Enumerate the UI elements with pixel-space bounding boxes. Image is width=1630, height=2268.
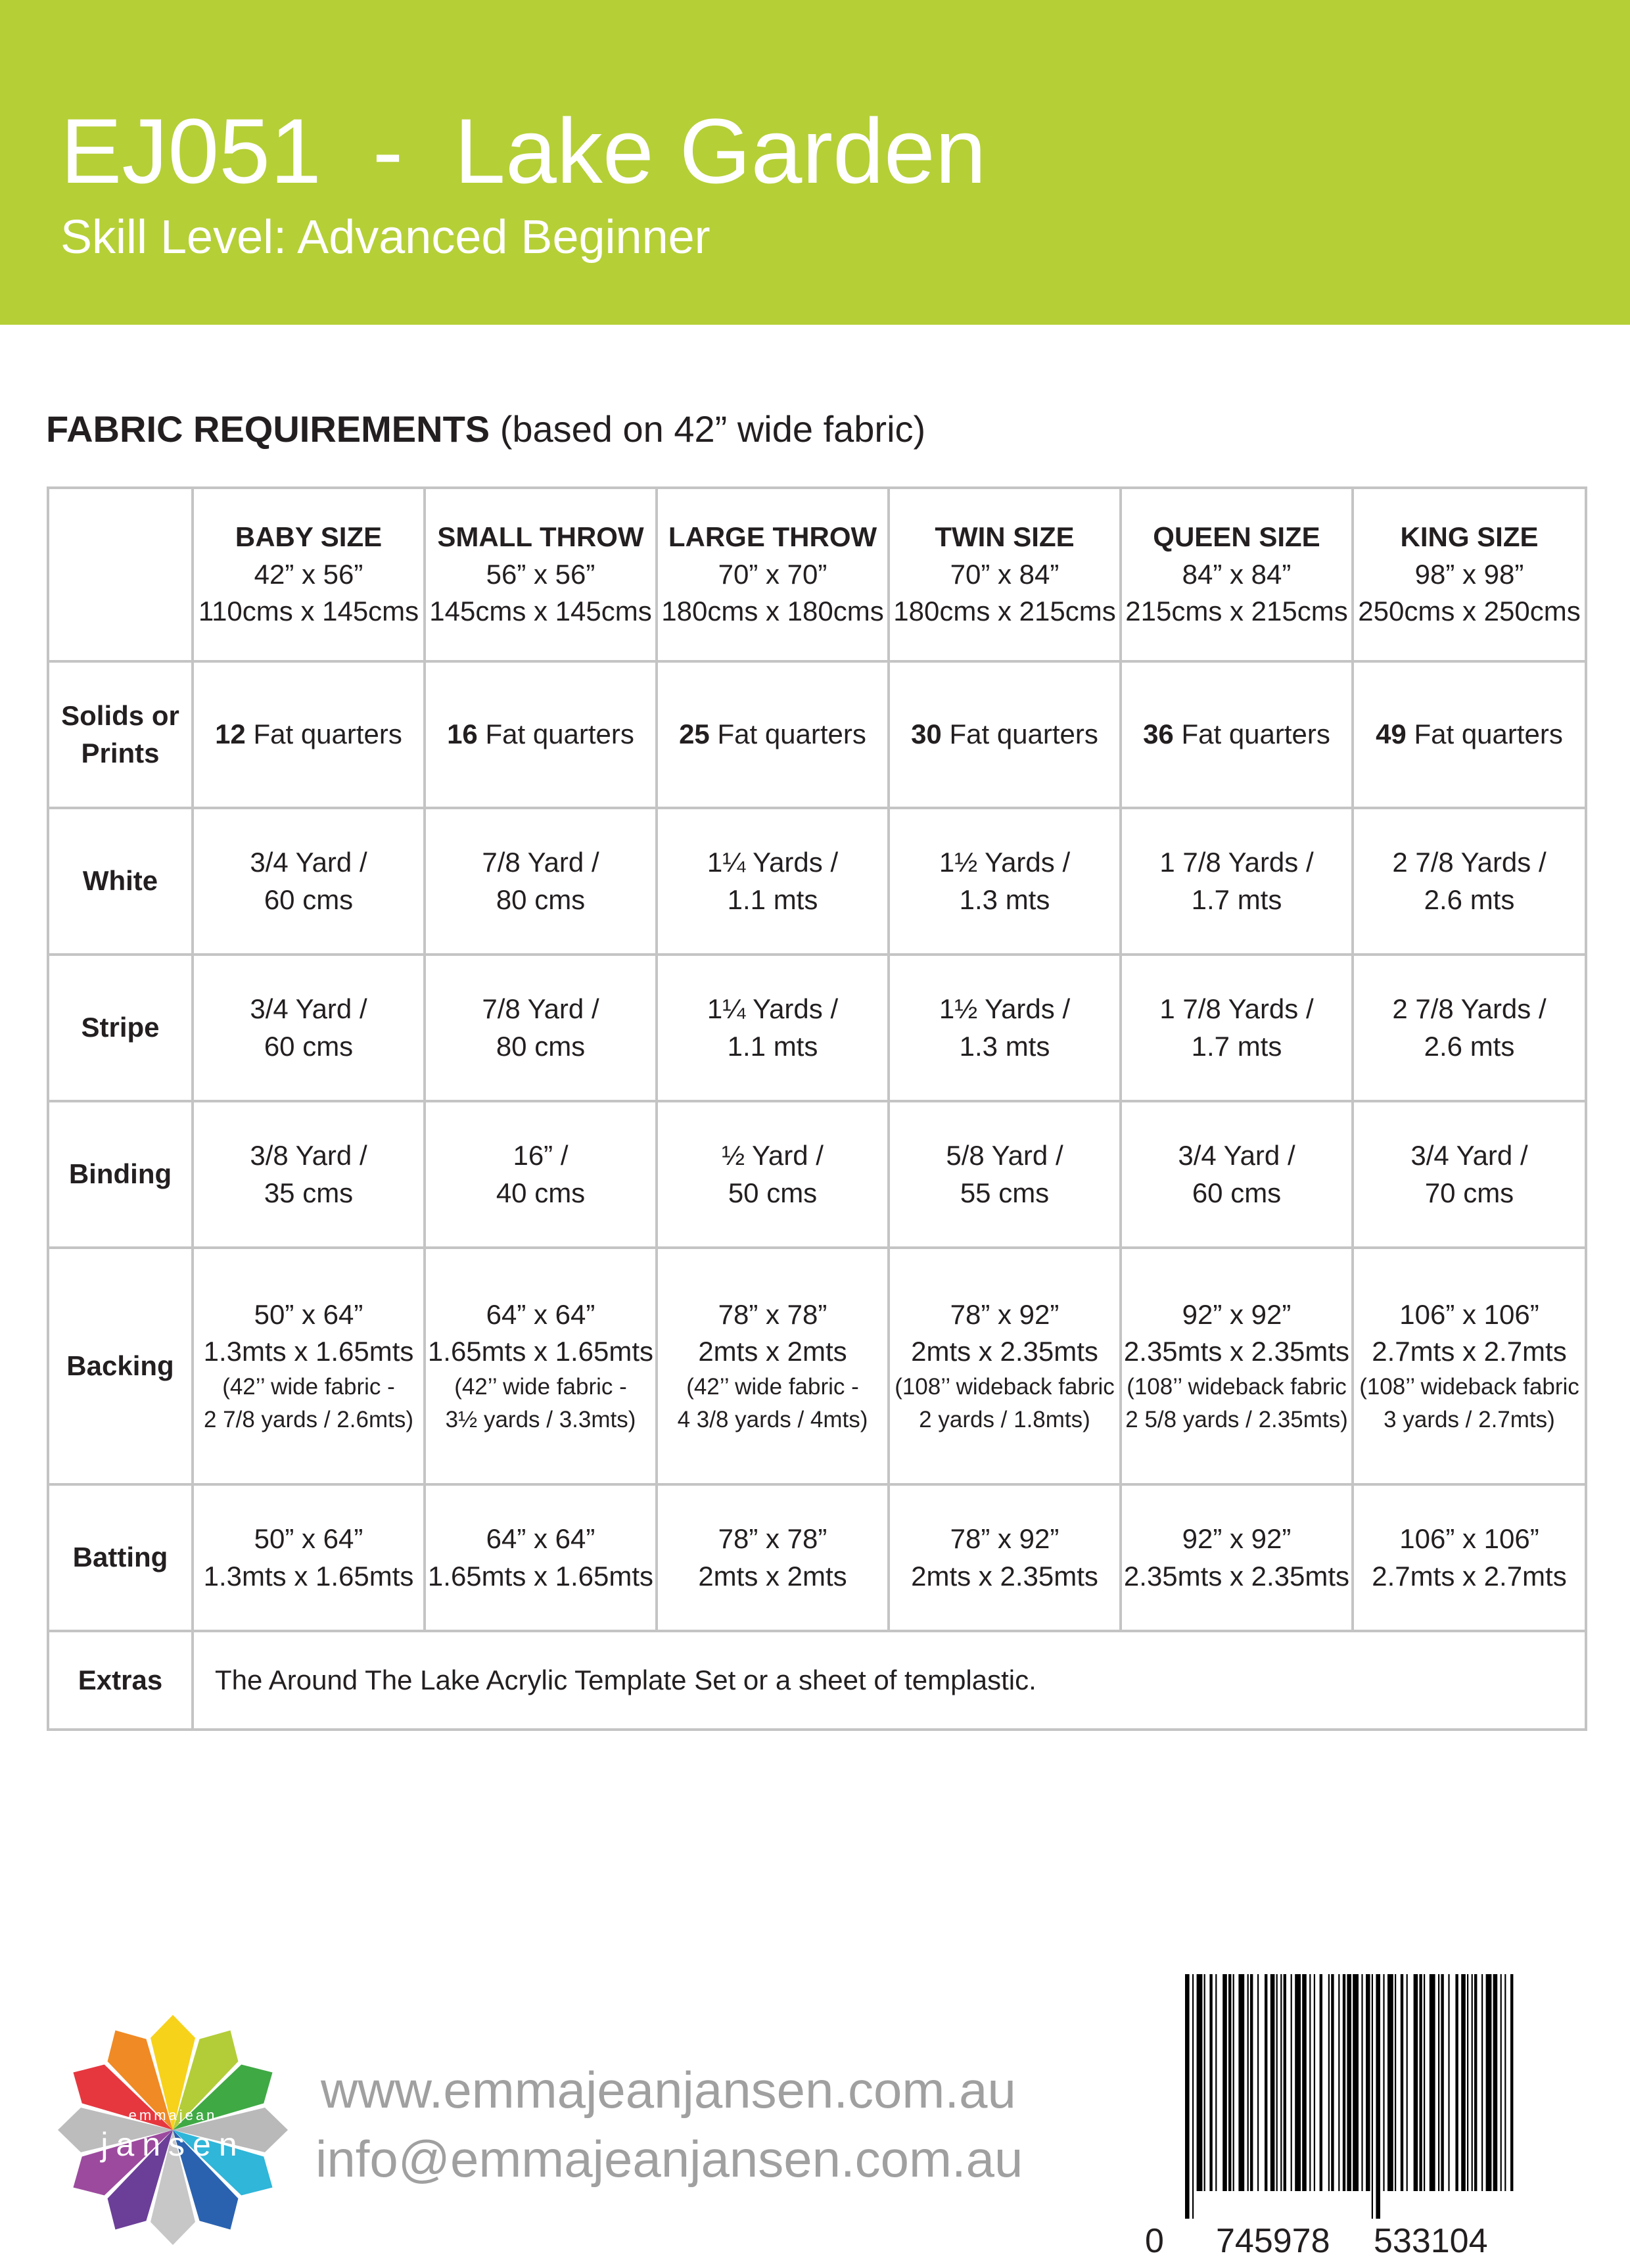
size-header-cell: KING SIZE 98” x 98” 250cms x 250cms: [1353, 488, 1586, 661]
barcode-bar: [1438, 1974, 1439, 2191]
website-link[interactable]: www.emmajeanjansen.com.au: [321, 2061, 1016, 2119]
section-heading-note: (based on 42” wide fabric): [500, 408, 926, 450]
barcode-bar: [1343, 1974, 1345, 2191]
barcode-bar: [1383, 1974, 1384, 2191]
logo-wordmark: [58, 2015, 288, 2245]
table-cell: 1 7/8 Yards / 1.7 mts: [1121, 955, 1353, 1101]
barcode-bar: [1353, 1974, 1359, 2191]
corner-cell: [48, 488, 193, 661]
barcode-bar: [1501, 1974, 1502, 2191]
table-cell: 2 7/8 Yards / 2.6 mts: [1353, 808, 1586, 955]
table-cell: 16” / 40 cms: [425, 1101, 657, 1248]
barcode-bar: [1407, 1974, 1408, 2191]
barcode-bar: [1270, 1974, 1275, 2191]
barcode-bar: [1441, 1974, 1443, 2191]
table-cell: 64” x 64” 1.65mts x 1.65mts (42’’ wide fabric - 3½ yards / 3.3mts): [425, 1248, 657, 1484]
barcode-bar: [1250, 1974, 1253, 2191]
barcode-bar: [1185, 1974, 1190, 2219]
email-link[interactable]: info@emmajeanjansen.com.au: [315, 2130, 1023, 2188]
barcode-bar: [1276, 1974, 1278, 2191]
size-header-cell: QUEEN SIZE 84” x 84” 215cms x 215cms: [1121, 488, 1353, 661]
table-cell: 50” x 64” 1.3mts x 1.65mts: [193, 1484, 425, 1631]
barcode-bar: [1238, 1974, 1244, 2191]
barcode-bar: [1366, 1974, 1370, 2191]
barcode-bar: [1328, 1974, 1330, 2191]
barcode-digits-left: 745978: [1216, 2222, 1330, 2260]
barcode-bar: [1247, 1974, 1249, 2191]
table-cell: 49 Fat quarters: [1353, 661, 1586, 808]
table-cell: 78” x 92” 2mts x 2.35mts (108’’ wideback fabric 2 yards / 1.8mts): [889, 1248, 1121, 1484]
table-cell: 1 7/8 Yards / 1.7 mts: [1121, 808, 1353, 955]
barcode-bar: [1419, 1974, 1422, 2191]
barcode-bar: [1204, 1974, 1205, 2191]
barcode-bar: [1320, 1974, 1322, 2191]
table-cell: 36 Fat quarters: [1121, 661, 1353, 808]
barcode-bar: [1215, 1974, 1217, 2191]
barcode-bar: [1280, 1974, 1282, 2191]
barcode-bar: [1467, 1974, 1468, 2191]
barcode-bar: [1461, 1974, 1466, 2191]
size-header-row: [48, 488, 1586, 661]
table-cell: 1½ Yards / 1.3 mts: [889, 808, 1121, 955]
size-header-cell: BABY SIZE 42” x 56” 110cms x 145cms: [193, 488, 425, 661]
barcode-bar: [1430, 1974, 1435, 2191]
barcode-bar: [1265, 1974, 1267, 2191]
barcode-bar: [1233, 1974, 1234, 2191]
row-label: Stripe: [48, 955, 193, 1101]
table-cell: 92” x 92” 2.35mts x 2.35mts (108’’ wideback fabric 2 5/8 yards / 2.35mts): [1121, 1248, 1353, 1484]
barcode-bar: [1493, 1974, 1498, 2191]
table-cell: 7/8 Yard / 80 cms: [425, 955, 657, 1101]
table-cell: 64” x 64” 1.65mts x 1.65mts: [425, 1484, 657, 1631]
barcode-bar: [1338, 1974, 1339, 2191]
table-row: [48, 955, 1586, 1101]
barcode-bar: [1302, 1974, 1307, 2191]
barcode-bar: [1192, 1974, 1194, 2219]
barcode-bar: [1347, 1974, 1351, 2191]
extras-cell: The Around The Lake Acrylic Template Set or a sheet of templastic.: [193, 1631, 1586, 1730]
table-cell: 1¼ Yards / 1.1 mts: [657, 955, 889, 1101]
table-cell: 50” x 64” 1.3mts x 1.65mts (42’’ wide fabric - 2 7/8 yards / 2.6mts): [193, 1248, 425, 1484]
barcode-bar: [1510, 1974, 1513, 2191]
table-cell: 78” x 78” 2mts x 2mts (42’’ wide fabric - 4 3/8 yards / 4mts): [657, 1248, 889, 1484]
row-label: Solids or Prints: [48, 661, 193, 808]
barcode-bar: [1472, 1974, 1473, 2191]
table-cell: 106” x 106” 2.7mts x 2.7mts (108’’ wideback fabric 3 yards / 2.7mts): [1353, 1248, 1586, 1484]
barcode-bar: [1284, 1974, 1286, 2191]
barcode-bar: [1291, 1974, 1292, 2191]
barcode-bar: [1486, 1974, 1492, 2191]
skill-level: Skill Level: Advanced Beginner: [60, 211, 710, 264]
header-band: [0, 0, 1630, 325]
table-cell: 7/8 Yard / 80 cms: [425, 808, 657, 955]
table-row: [48, 661, 1586, 808]
table-cell: 30 Fat quarters: [889, 661, 1121, 808]
table-cell: 106” x 106” 2.7mts x 2.7mts: [1353, 1484, 1586, 1631]
table-cell: 5/8 Yard / 55 cms: [889, 1101, 1121, 1248]
barcode-bar: [1401, 1974, 1403, 2191]
table-cell: 78” x 92” 2mts x 2.35mts: [889, 1484, 1121, 1631]
barcode-bar: [1361, 1974, 1362, 2191]
barcode-bar: [1414, 1974, 1418, 2191]
barcode-digit-first: 0: [1145, 2222, 1164, 2260]
row-label: Backing: [48, 1248, 193, 1484]
barcode-bar: [1448, 1974, 1449, 2191]
row-label: White: [48, 808, 193, 955]
barcode-bar: [1222, 1974, 1227, 2191]
table-row: [48, 1101, 1586, 1248]
pattern-title: EJ051 - Lake Garden: [60, 99, 987, 202]
fabric-requirements-table: [47, 486, 1587, 1731]
barcode-bar: [1209, 1974, 1212, 2191]
barcode-bar: [1257, 1974, 1259, 2191]
table-cell: 3/4 Yard / 60 cms: [193, 955, 425, 1101]
table-cell: ½ Yard / 50 cms: [657, 1101, 889, 1248]
section-heading: [46, 408, 926, 450]
logo-small-text: emmajean: [128, 2107, 218, 2123]
size-header-cell: TWIN SIZE 70” x 84” 180cms x 215cms: [889, 488, 1121, 661]
barcode-icon: [1180, 1974, 1522, 2219]
barcode-bar: [1387, 1974, 1393, 2191]
table-cell: 25 Fat quarters: [657, 661, 889, 808]
barcode-bar: [1504, 1974, 1506, 2191]
size-header-cell: SMALL THROW 56” x 56” 145cms x 145cms: [425, 488, 657, 661]
table-row: [48, 1631, 1586, 1730]
table-cell: 1½ Yards / 1.3 mts: [889, 955, 1121, 1101]
barcode-bar: [1372, 1974, 1373, 2219]
row-label: Batting: [48, 1484, 193, 1631]
logo-big-text: jansen: [101, 2126, 245, 2163]
row-label: Extras: [48, 1631, 193, 1730]
barcode-bar: [1228, 1974, 1231, 2191]
table-row: [48, 1248, 1586, 1484]
barcode-bar: [1331, 1974, 1334, 2191]
table-cell: 12 Fat quarters: [193, 661, 425, 808]
table-cell: 3/4 Yard / 60 cms: [1121, 1101, 1353, 1248]
barcode-bar: [1424, 1974, 1425, 2191]
size-header-cell: LARGE THROW 70” x 70” 180cms x 180cms: [657, 488, 889, 661]
table-cell: 3/4 Yard / 60 cms: [193, 808, 425, 955]
table-cell: 92” x 92” 2.35mts x 2.35mts: [1121, 1484, 1353, 1631]
barcode-bar: [1455, 1974, 1458, 2191]
table-cell: 3/8 Yard / 35 cms: [193, 1101, 425, 1248]
barcode-bar: [1481, 1974, 1483, 2191]
barcode-bar: [1474, 1974, 1477, 2191]
table-cell: 2 7/8 Yards / 2.6 mts: [1353, 955, 1586, 1101]
table-row: [48, 808, 1586, 955]
table-cell: 1¼ Yards / 1.1 mts: [657, 808, 889, 955]
table-cell: 3/4 Yard / 70 cms: [1353, 1101, 1586, 1248]
barcode-bar: [1197, 1974, 1203, 2191]
barcode-bar: [1314, 1974, 1315, 2191]
row-label: Binding: [48, 1101, 193, 1248]
barcode-bar: [1309, 1974, 1311, 2191]
section-heading-bold: FABRIC REQUIREMENTS: [46, 408, 490, 450]
barcode-bar: [1395, 1974, 1396, 2191]
table-cell: 16 Fat quarters: [425, 661, 657, 808]
barcode-digits-right: 533104: [1374, 2222, 1488, 2260]
barcode-bar: [1376, 1974, 1380, 2219]
barcode-bar: [1295, 1974, 1301, 2191]
table-row: [48, 1484, 1586, 1631]
table-cell: 78” x 78” 2mts x 2mts: [657, 1484, 889, 1631]
